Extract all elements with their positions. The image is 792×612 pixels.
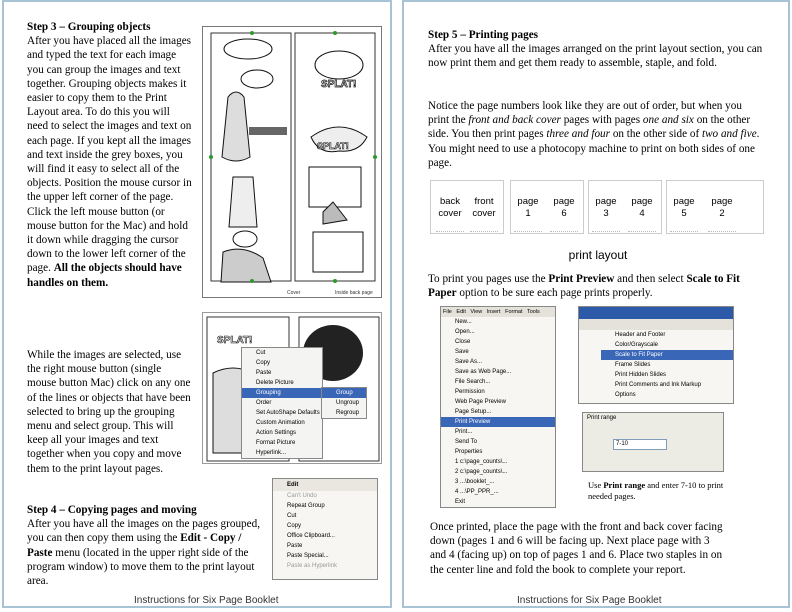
- edit-menu-item[interactable]: Paste: [287, 543, 303, 549]
- cartoon-pages-image: [203, 27, 382, 298]
- print-text: and then select: [617, 273, 684, 285]
- file-menu-item[interactable]: 4 ...\PP_PPR_...: [455, 489, 499, 495]
- file-menu-item[interactable]: Exit: [455, 499, 466, 505]
- caption-text: Use: [588, 480, 602, 490]
- page-label: page: [673, 196, 695, 207]
- layout-caption: print layout: [568, 248, 628, 262]
- file-menu-item[interactable]: Save: [455, 349, 469, 355]
- step4-heading: Step 4 – Copying pages and moving: [27, 504, 197, 516]
- context-menu-item[interactable]: Hyperlink...: [256, 450, 287, 456]
- context-menu-item[interactable]: Order: [256, 400, 272, 406]
- print-range-caption: [588, 480, 728, 502]
- preview-menu-item-scale-to-fit[interactable]: Scale to Fit Paper: [601, 350, 733, 360]
- page-label: page: [517, 196, 539, 207]
- submenu-item-ungroup[interactable]: Ungroup: [336, 400, 360, 406]
- print-range-input[interactable]: 7-10: [613, 439, 667, 450]
- file-menu-screenshot[interactable]: [440, 306, 556, 508]
- file-menu-item[interactable]: Page Setup...: [455, 409, 492, 415]
- print-text: option to be sure each page prints properly.: [459, 287, 653, 300]
- step5-text: [428, 28, 763, 71]
- menubar-view[interactable]: View: [470, 309, 483, 315]
- menubar-file[interactable]: File: [443, 309, 452, 315]
- file-menu-item-print-preview[interactable]: Print Preview: [441, 417, 555, 427]
- para2-text: . You might need to use a photocopy machine to print on both sides of one page.: [428, 128, 760, 169]
- left-footer: Instructions for Six Page Booklet: [134, 595, 279, 606]
- page-label: page: [553, 196, 575, 207]
- context-menu-item[interactable]: Custom Animation: [256, 420, 305, 426]
- context-menu-item[interactable]: Format Picture: [256, 440, 296, 446]
- step3-text: [27, 20, 193, 290]
- caption-text: and enter 7-10 to print needed pages.: [588, 480, 724, 501]
- print-text: To print you pages use the: [428, 273, 546, 285]
- edit-menu-item[interactable]: Office Clipboard...: [287, 533, 335, 539]
- preview-menu-item[interactable]: Options: [615, 392, 636, 398]
- edit-menu-item[interactable]: Cut: [287, 513, 297, 519]
- menubar-insert[interactable]: Insert: [486, 309, 501, 315]
- page-label: cover: [472, 208, 496, 219]
- menubar-tools[interactable]: Tools: [526, 309, 540, 315]
- submenu-item-regroup[interactable]: Regroup: [336, 410, 360, 416]
- layout-page: [432, 182, 468, 234]
- page-layout-screenshot: [202, 26, 382, 298]
- svg-text:SPLAT!: SPLAT!: [217, 335, 253, 346]
- layout-page: [588, 182, 624, 234]
- menubar-edit[interactable]: Edit: [456, 309, 466, 315]
- page-label: 6: [561, 208, 567, 219]
- edit-menu-item[interactable]: Repeat Group: [287, 503, 325, 509]
- page-label: 5: [681, 208, 687, 219]
- file-menu-item[interactable]: New...: [455, 319, 472, 325]
- file-menu-item[interactable]: Properties: [455, 449, 483, 455]
- edit-menu-item[interactable]: Can't Undo: [287, 493, 317, 499]
- submenu-item-group[interactable]: Group: [322, 388, 366, 398]
- preview-menu-item[interactable]: Frame Slides: [615, 362, 651, 368]
- preview-menu-item[interactable]: Header and Footer: [615, 332, 666, 338]
- edit-menu-title: Edit: [273, 479, 377, 491]
- context-menu-item[interactable]: Action Settings: [256, 430, 297, 436]
- page-label: 1: [525, 208, 531, 219]
- para2-text: on the other side of: [612, 128, 700, 141]
- file-menu-item[interactable]: Print...: [455, 429, 473, 435]
- file-menu-item[interactable]: Permission: [455, 389, 485, 395]
- svg-text:SPLAT!: SPLAT!: [317, 141, 349, 151]
- preview-menu-item[interactable]: Color/Grayscale: [615, 342, 659, 348]
- layout-page: [466, 182, 502, 234]
- context-menu-item[interactable]: Copy: [256, 360, 271, 366]
- menubar-format[interactable]: Format: [505, 309, 523, 315]
- layout-page: [704, 182, 740, 234]
- edit-menu-item[interactable]: Paste as Hyperlink: [287, 563, 338, 569]
- para2-italic: front and back cover: [468, 114, 561, 127]
- file-menu-item[interactable]: 2 c:\page_counts\...: [455, 469, 508, 475]
- print-text-bold: Print Preview: [548, 273, 615, 285]
- para2-italic: three and four: [546, 128, 611, 141]
- step3-para2: While the images are selected, use the right mouse button (single mouse button Mac) click on any one of the lines or objects that have been selected to bring up the grouping menu and select group. This will keep all your images and text together when you copy and move them to the print layout pages.: [27, 349, 191, 475]
- right-panel: [402, 0, 790, 608]
- file-menu-item[interactable]: 3 ...\booklet_...: [455, 479, 495, 485]
- context-menu-item[interactable]: Paste: [256, 370, 272, 376]
- file-menu-item[interactable]: Save as Web Page...: [455, 369, 512, 375]
- page-label: 3: [603, 208, 609, 219]
- step5-para2: [428, 99, 763, 170]
- layout-caption-cover: Cover: [287, 290, 301, 296]
- preview-toolbar: [579, 319, 733, 330]
- edit-menu-screenshot[interactable]: [272, 478, 378, 580]
- file-menu-item[interactable]: Save As...: [455, 359, 483, 365]
- page-label: page: [595, 196, 617, 207]
- svg-text:SPLAT!: SPLAT!: [321, 79, 357, 90]
- context-menu-item-grouping[interactable]: Grouping: [242, 388, 322, 398]
- file-menu-item[interactable]: File Search...: [455, 379, 491, 385]
- grouping-submenu[interactable]: [321, 387, 367, 419]
- left-panel: [2, 0, 392, 608]
- para2-text: Notice the page numbers look like they are out of order, but when you print the: [428, 100, 742, 127]
- right-footer: Instructions for Six Page Booklet: [517, 595, 662, 606]
- page-label: page: [711, 196, 733, 207]
- step4-body-end: menu (located in the upper right side of the program window) to move them to the print layout area.: [27, 546, 255, 588]
- step3-bold-end: All the objects should have handles on them.: [27, 262, 182, 289]
- layout-page: [624, 182, 660, 234]
- file-menu-bar: [441, 307, 555, 317]
- print-range-screenshot[interactable]: [582, 412, 724, 472]
- page-label: cover: [438, 208, 462, 219]
- file-menu-item[interactable]: Send To: [455, 439, 477, 445]
- preview-menu-item[interactable]: Print Comments and Ink Markup: [615, 382, 702, 388]
- page-label: page: [631, 196, 653, 207]
- preview-menu-item[interactable]: Print Hidden Slides: [615, 372, 667, 378]
- edit-menu-item[interactable]: Paste Special...: [287, 553, 329, 559]
- preview-title-bar: [579, 307, 733, 319]
- layout-page: [546, 182, 582, 234]
- step3-heading: Step 3 – Grouping objects: [27, 21, 151, 33]
- file-menu-item[interactable]: 1 c:\page_counts\...: [455, 459, 508, 465]
- file-menu-item[interactable]: Open...: [455, 329, 475, 335]
- para2-text: pages with pages: [563, 114, 641, 127]
- context-menu[interactable]: [241, 347, 323, 459]
- final-instructions: Once printed, place the page with the front and back cover facing down (pages 1 and 6 will be facing up. Next place page with 3 and 4 (facing up) on top of pages 1 and 6. Place two staples in on the center line and fold the book to complete your report.: [430, 521, 723, 576]
- print-text-bold: Scale to Fit Paper: [428, 273, 740, 300]
- context-menu-item[interactable]: Delete Picture: [256, 380, 294, 386]
- layout-page: [510, 182, 546, 234]
- context-menu-item[interactable]: Cut: [256, 350, 266, 356]
- file-menu-item[interactable]: Close: [455, 339, 471, 345]
- step3-body: After you have placed all the images and typed the text for each image you can group the images and text together. Grouping objects makes it easier to copy them to the Print Layout area. To do this you will need to select the images and text on each page. If you kept all the images and text inside the grey boxes, you will find it easy to select all of the objects. Position the mouse cursor in the upper left corner of the page. Click the left mouse button (or mouse button for the Mac) and hold it down while dragging the cursor down to the lower left corner of the page.: [27, 35, 192, 275]
- grouping-screenshot: [202, 312, 382, 464]
- para2-italic: two and five: [701, 128, 757, 141]
- print-range-label: Print range: [587, 415, 617, 421]
- step4-text: [27, 503, 267, 588]
- step4-body-start: After you have all the images on the pages grouped, you can then copy them using the: [27, 518, 260, 545]
- layout-caption-inside: Inside back page: [335, 290, 373, 296]
- para2-text: on the other side. You then print pages: [428, 114, 751, 141]
- step5-body: After you have all the images arranged on the print layout section, you can now print them and get them ready to assemble, staple, and fold.: [428, 43, 763, 70]
- caption-bold: Print range: [603, 480, 646, 490]
- file-menu-item[interactable]: Web Page Preview: [455, 399, 506, 405]
- print-instructions: [428, 272, 763, 300]
- edit-menu-item[interactable]: Copy: [287, 523, 302, 529]
- page-label: 2: [719, 208, 725, 219]
- step4-bold-mid: Edit - Copy / Paste: [27, 532, 242, 559]
- context-menu-item[interactable]: Set AutoShape Defaults: [256, 410, 320, 416]
- para2-italic: one and six: [642, 114, 694, 127]
- layout-page: [666, 182, 702, 234]
- step5-heading: Step 5 – Printing pages: [428, 29, 539, 41]
- page-label: 4: [639, 208, 645, 219]
- preview-options-screenshot[interactable]: [578, 306, 734, 404]
- page-label: front: [474, 196, 494, 207]
- page-label: back: [439, 196, 461, 207]
